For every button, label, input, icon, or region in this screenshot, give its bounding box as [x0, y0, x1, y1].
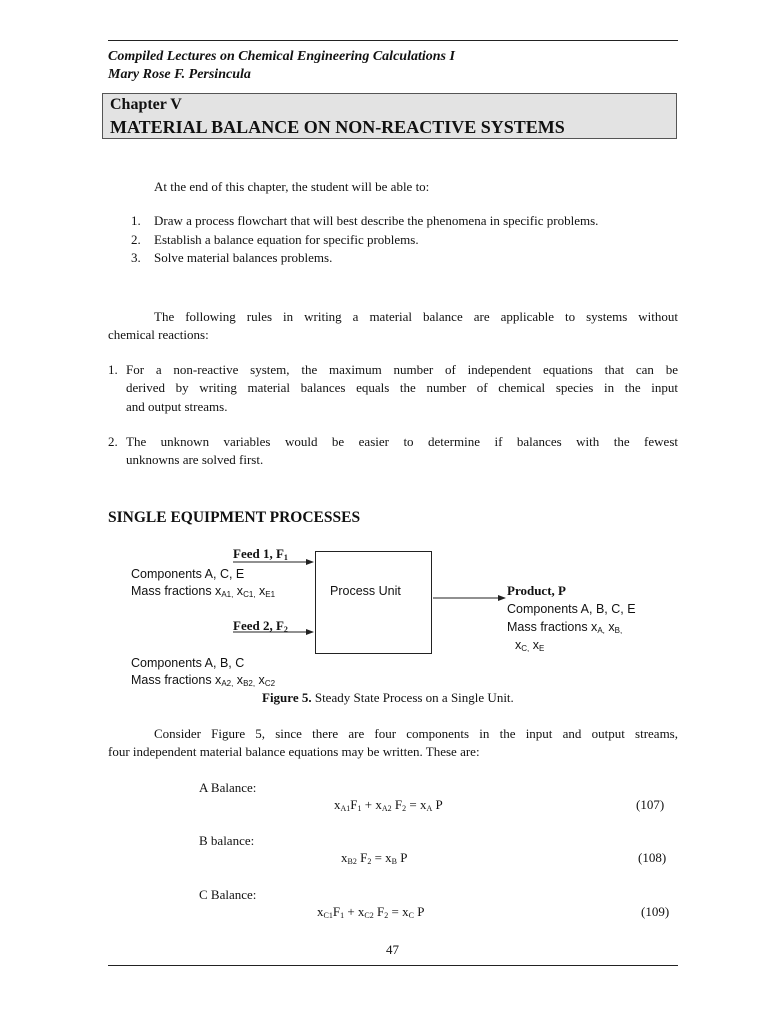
process-unit-label: Process Unit — [330, 584, 401, 598]
objective-item: Solve material balances problems. — [154, 250, 333, 265]
balance-equation: $x_{B2}$ $F_2 = x_B$ P — [341, 850, 408, 866]
figure-caption: Figure 5. Steady State Process on a Single Unit. — [262, 690, 514, 705]
rule-text-line: derived by writing material balances equals the number of chemical species in the input — [126, 380, 678, 395]
product-components: Components A, B, C, E — [507, 602, 636, 616]
header-course-title: Compiled Lectures on Chemical Engineering Calculations I — [108, 49, 455, 64]
objective-number: 3. — [131, 250, 141, 265]
feed1-label: Feed 1, $F_1$ — [233, 546, 288, 562]
rules-intro-line: chemical reactions: — [108, 327, 209, 342]
feed2-components: Components A, B, C — [131, 656, 245, 670]
section-heading: SINGLE EQUIPMENT PROCESSES — [108, 509, 361, 526]
product-mass-fractions-cont: $x_{C,}$ $x_E$ — [515, 638, 545, 653]
balance-equation: $x_{A1}F_1 + x_{A2}$ $F_2 = x_A$ P — [334, 797, 443, 813]
objective-number: 2. — [131, 232, 141, 247]
feed2-mass-fractions: Mass fractions $x_{A2,}$ $x_{B2,}$ $x_{C2}$ — [131, 673, 276, 688]
rules-intro-line: The following rules in writing a material balance are applicable to systems without — [154, 309, 678, 324]
balance-label: B balance: — [199, 833, 255, 848]
equation-number: (109) — [641, 904, 670, 919]
feed1-mass-fractions: Mass fractions $x_{A1,}$ $x_{C1,}$ $x_{E1}$ — [131, 584, 276, 599]
feed2-label: Feed 2, $F_2$ — [233, 618, 288, 634]
page-number: 47 — [386, 942, 399, 957]
objective-number: 1. — [131, 213, 141, 228]
chapter-title: MATERIAL BALANCE ON NON-REACTIVE SYSTEMS — [110, 117, 565, 137]
balance-label: C Balance: — [199, 887, 257, 902]
discussion-line: Consider Figure 5, since there are four components in the input and output streams, — [154, 726, 678, 741]
product-label: Product, P — [507, 583, 566, 598]
balance-label: A Balance: — [199, 780, 257, 795]
feed1-components: Components A, C, E — [131, 567, 245, 581]
rule-number: 2. — [108, 434, 118, 449]
objectives-intro: At the end of this chapter, the student will be able to: — [154, 179, 430, 194]
rule-text-line: For a non-reactive system, the maximum number of independent equations that can be — [126, 362, 678, 377]
rule-text-line: The unknown variables would be easier to determine if balances with the fewest — [126, 434, 678, 449]
balance-equation: $x_{C1}F_1 + x_{C2}$ $F_2 = x_C$ P — [317, 904, 425, 920]
objective-item: Establish a balance equation for specific problems. — [154, 232, 419, 247]
product-mass-fractions: Mass fractions $x_{A,}$ $x_{B,}$ — [507, 620, 623, 635]
rule-text-line: and output streams. — [126, 399, 228, 414]
footer-rule — [108, 965, 678, 966]
process-unit-box — [315, 551, 432, 654]
chapter-number: Chapter V — [110, 96, 182, 113]
discussion-line: four independent material balance equations may be written. These are: — [108, 744, 480, 759]
objective-item: Draw a process flowchart that will best describe the phenomena in specific problems. — [154, 213, 599, 228]
header-author: Mary Rose F. Persincula — [108, 67, 251, 82]
rule-text-line: unknowns are solved first. — [126, 452, 264, 467]
rule-number: 1. — [108, 362, 118, 377]
equation-number: (108) — [638, 850, 667, 865]
equation-number: (107) — [636, 797, 665, 812]
